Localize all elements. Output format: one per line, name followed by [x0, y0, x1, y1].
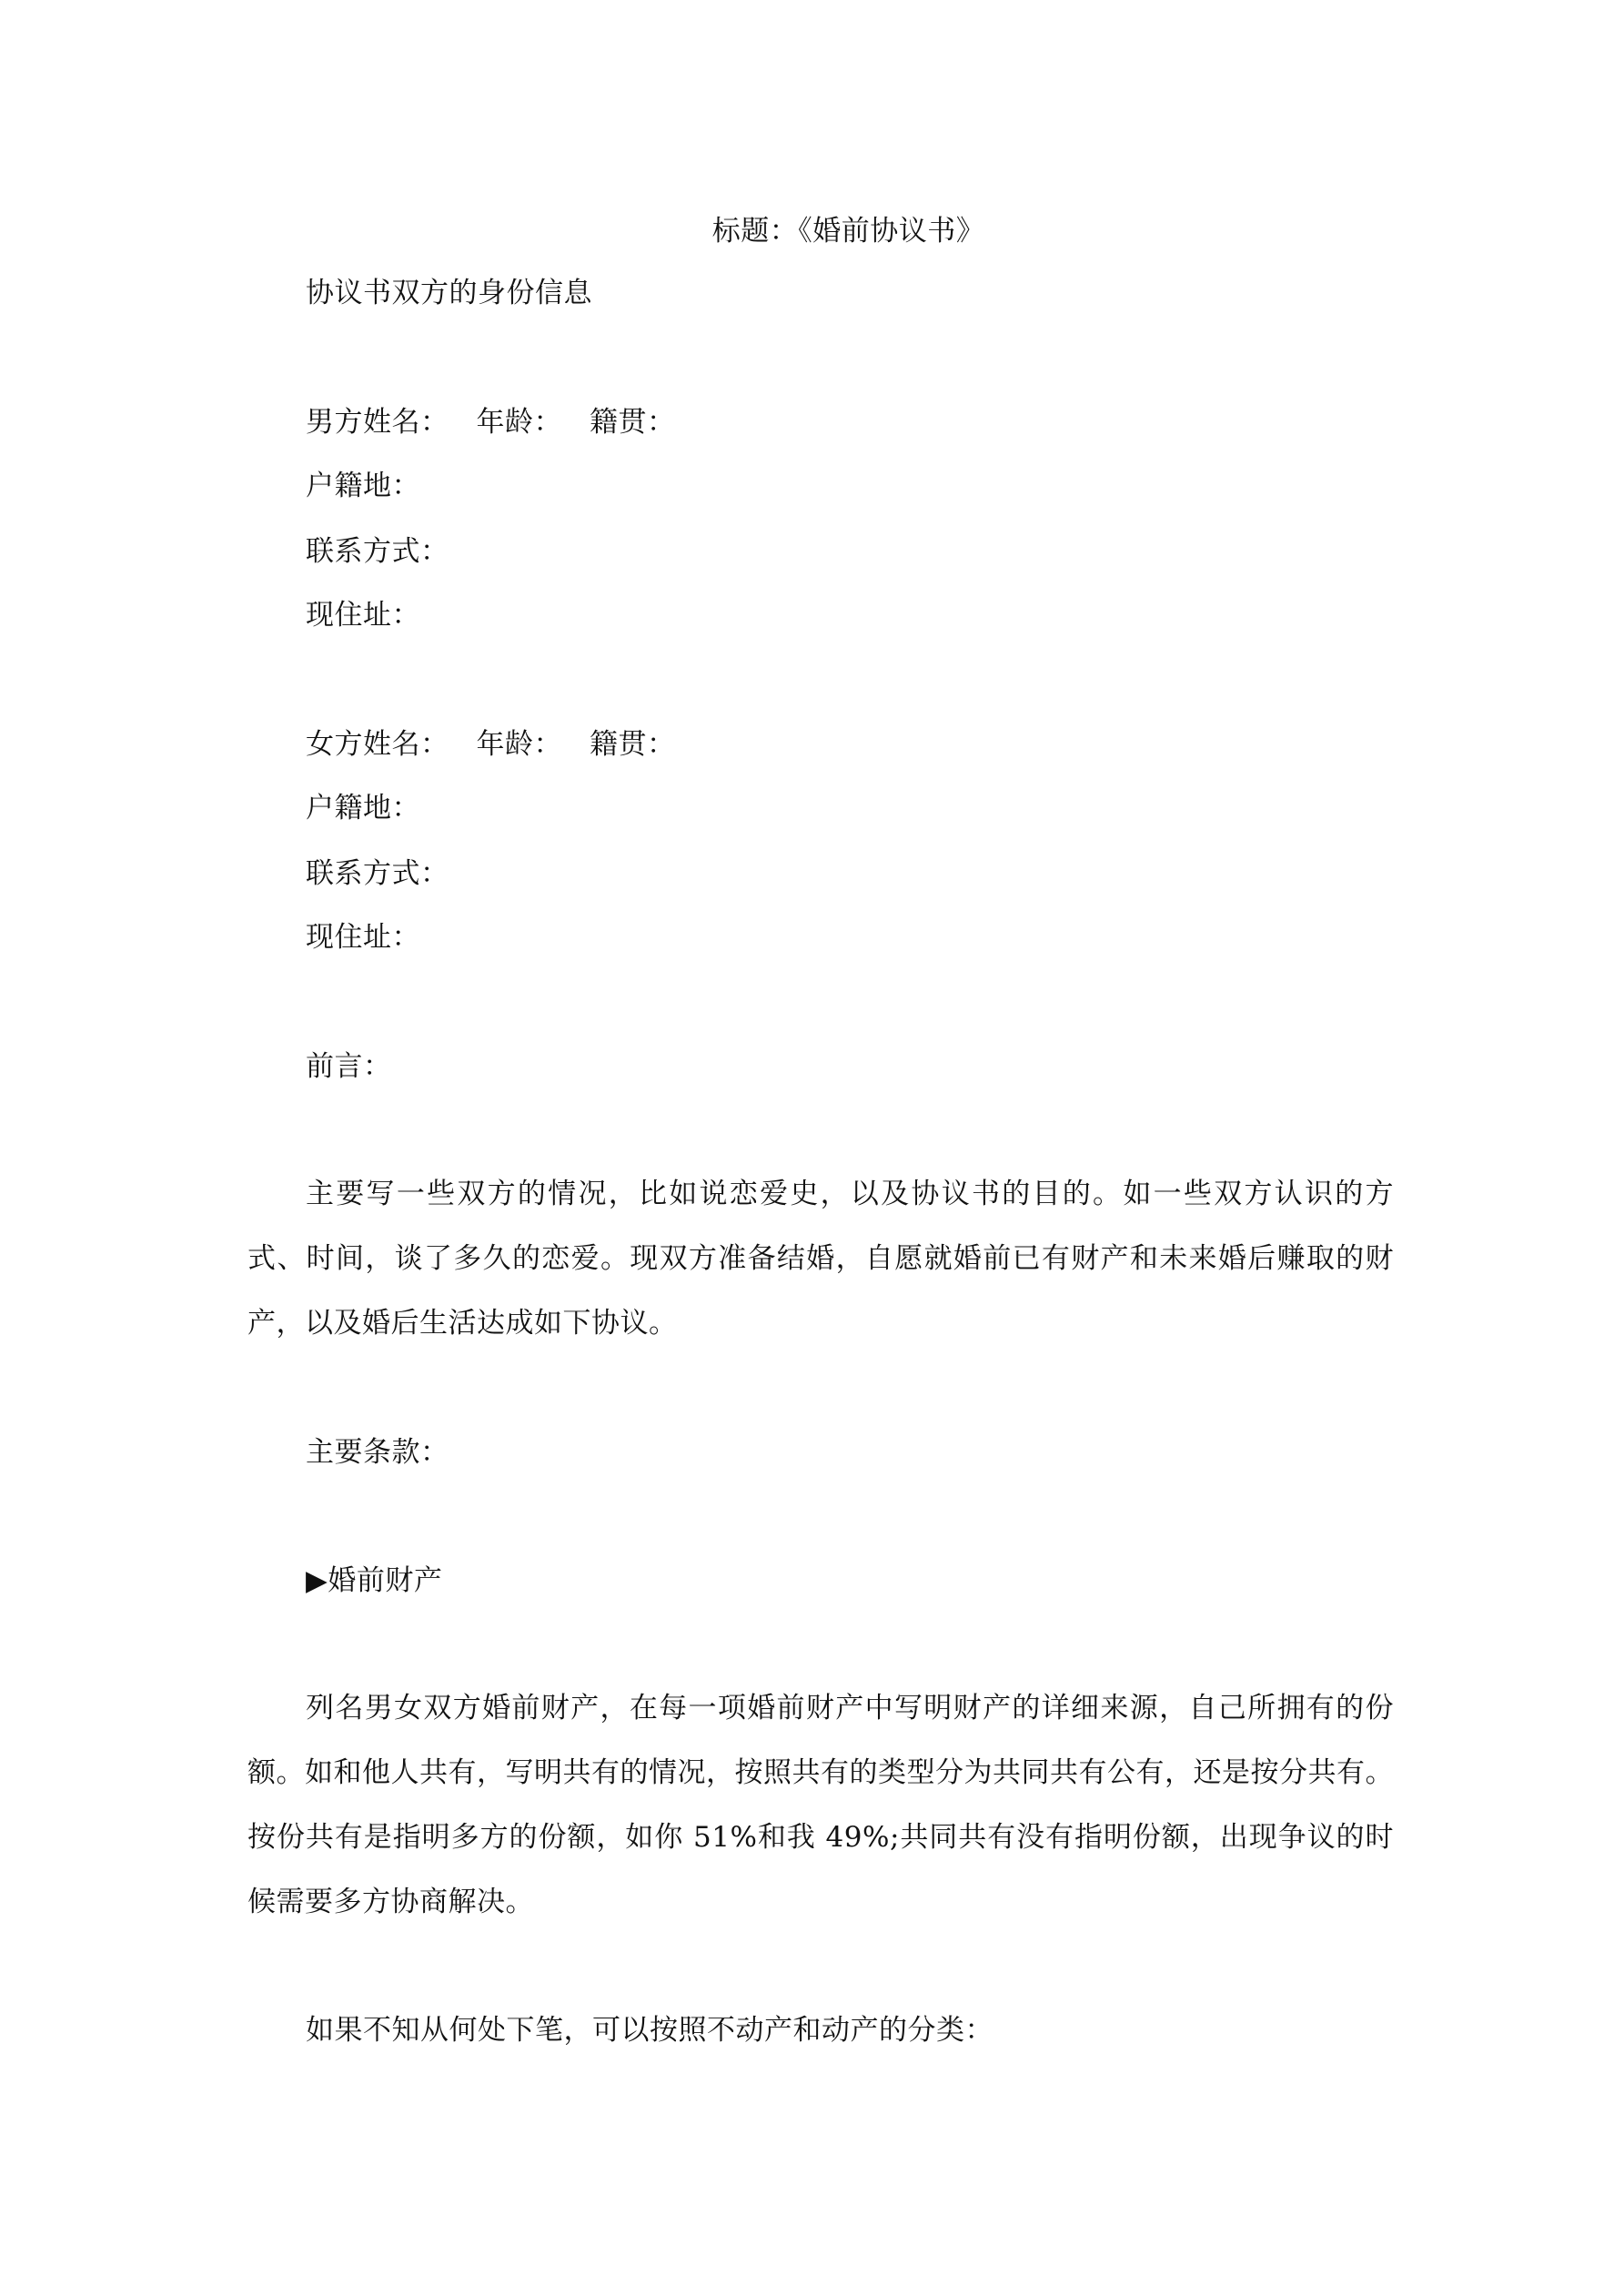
preface-heading: 前言：	[306, 1050, 392, 1083]
premarital-property-heading: ▶婚前财产	[306, 1564, 443, 1597]
male-basic-info-row	[306, 402, 676, 442]
classification-hint: 如果不知从何处下笔，可以按照不动产和动产的分类：	[306, 2014, 994, 2047]
female-basic-info-row	[306, 724, 676, 764]
document-title: 标题：《婚前协议书》	[711, 215, 985, 248]
identity-heading: 协议书双方的身份信息	[306, 277, 592, 309]
male-household-label: 户籍地：	[306, 470, 420, 502]
male-address-label: 现住址：	[306, 599, 420, 632]
female-name-label: 女方姓名：	[306, 728, 449, 761]
female-household-label: 户籍地：	[306, 792, 420, 824]
female-contact-label: 联系方式：	[306, 857, 449, 890]
female-origin-label: 籍贯：	[590, 728, 676, 761]
female-age-label: 年龄：	[476, 728, 562, 761]
preface-paragraph: 主要写一些双方的情况，比如说恋爱史，以及协议书的目的。如一些双方认识的方式、时间，谈了多久的恋爱。现双方准备结婚，自愿就婚前已有财产和未来婚后赚取的财产，以及婚后生活达成如下协议。	[247, 1178, 1394, 1340]
male-contact-label: 联系方式：	[306, 535, 449, 568]
female-address-label: 现住址：	[306, 921, 420, 954]
male-name-label: 男方姓名：	[306, 406, 449, 439]
male-age-label: 年龄：	[476, 406, 562, 439]
male-origin-label: 籍贯：	[590, 406, 676, 439]
main-terms-heading: 主要条款：	[306, 1436, 449, 1469]
premarital-property-paragraph: 列名男女双方婚前财产，在每一项婚前财产中写明财产的详细来源，自己所拥有的份额。如和他人共有，写明共有的情况，按照共有的类型分为共同共有公有，还是按分共有。按份共有是指明多方的份额，如你 51%和我 49%;共同共有没有指明份额，出现争议的时候需要多方协商解决。	[247, 1692, 1394, 1918]
